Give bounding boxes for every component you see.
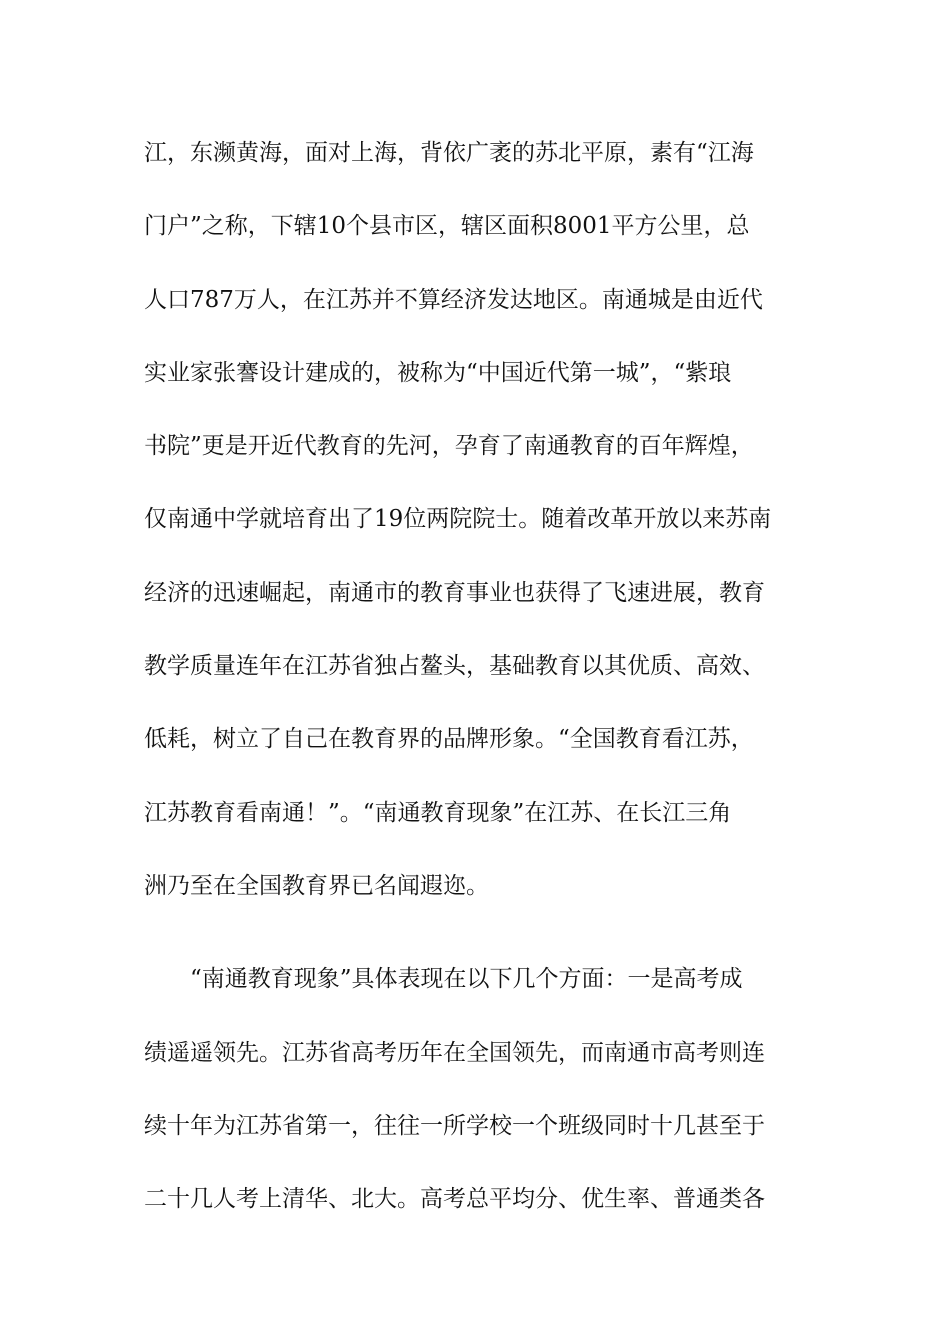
text-line: 教学质量连年在江苏省独占鳌头，基础教育以其优质、高效、	[144, 653, 765, 680]
text-line: 经济的迅速崛起，南通市的教育事业也获得了飞速进展，教育	[144, 579, 765, 606]
text-line: 江苏教育看南通！”。“南通教育现象”在江苏、在长江三角	[144, 799, 732, 826]
text-line: 洲乃至在全国教育界已名闻遐迩。	[144, 872, 489, 899]
text-line: 续十年为江苏省第一，往往一所学校一个班级同时十几甚至于	[144, 1112, 765, 1139]
text-line: 书院”更是开近代教育的先河，孕育了南通教育的百年辉煌，	[144, 433, 754, 460]
text-line: “南通教育现象”具体表现在以下几个方面：一是高考成	[190, 966, 743, 993]
paragraph-2	[144, 957, 810, 1250]
text-line: 门户”之称，下辖10个县市区，辖区面积8001平方公里，总	[144, 213, 750, 240]
paragraph-1	[144, 131, 810, 937]
text-line: 低耗，树立了自己在教育界的品牌形象。“全国教育看江苏，	[144, 726, 754, 753]
text-line: 仅南通中学就培育出了19位两院院士。随着改革开放以来苏南	[144, 506, 772, 533]
text-line: 实业家张謇设计建成的，被称为“中国近代第一城”，“紫琅	[144, 359, 732, 386]
text-line: 江，东濒黄海，面对上海，背依广袤的苏北平原，素有“江海	[144, 140, 754, 166]
text-line: 人口787万人，在江苏并不算经济发达地区。南通城是由近代	[144, 286, 763, 313]
text-line: 绩遥遥领先。江苏省高考历年在全国领先，而南通市高考则连	[144, 1039, 765, 1066]
text-line: 二十几人考上清华、北大。高考总平均分、优生率、普通类各	[144, 1186, 765, 1213]
paragraph-gap	[144, 937, 810, 957]
document-body	[144, 131, 810, 1250]
